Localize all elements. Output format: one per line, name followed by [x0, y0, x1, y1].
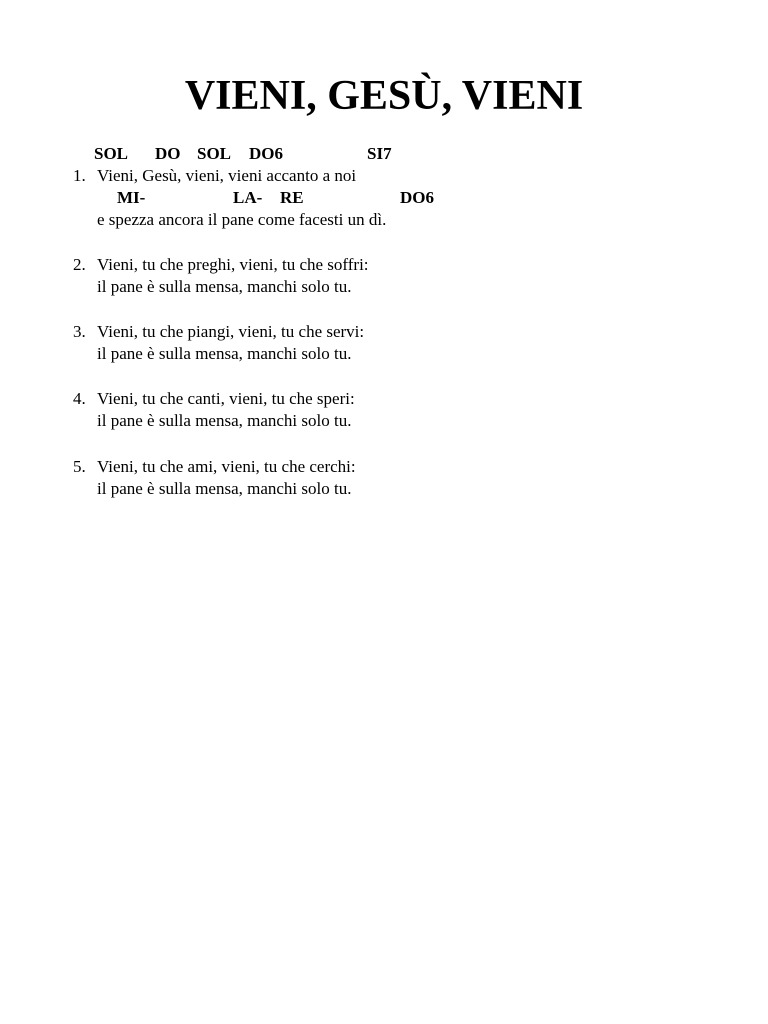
verse-2-line-2: il pane è sulla mensa, manchi solo tu. [97, 277, 352, 296]
verse-5-line-1: Vieni, tu che ami, vieni, tu che cerchi: [97, 457, 356, 476]
chord-re: RE [280, 188, 304, 207]
verse-4-line-1: Vieni, tu che canti, vieni, tu che speri: [97, 389, 355, 408]
chord-si7: SI7 [367, 144, 392, 163]
verse-1-line-1: Vieni, Gesù, vieni, vieni accanto a noi [97, 166, 357, 185]
chord-sol: SOL [94, 144, 129, 163]
verse-3-line-1: Vieni, tu che piangi, vieni, tu che servi: [97, 322, 365, 341]
chord-sol-2: SOL [197, 144, 232, 163]
chord-do: DO [155, 144, 181, 163]
verse-number-5: 5. [73, 457, 86, 476]
chord-la-minor: LA- [233, 188, 263, 207]
chord-mi-minor: MI- [117, 188, 146, 207]
chord-do6-2: DO6 [400, 188, 434, 207]
chord-do6: DO6 [249, 144, 283, 163]
verse-number-4: 4. [73, 389, 86, 408]
verse-2-line-1: Vieni, tu che preghi, vieni, tu che soffri: [97, 255, 369, 274]
verse-3-line-2: il pane è sulla mensa, manchi solo tu. [97, 344, 352, 363]
page-title: VIENI, GESÙ, VIENI [184, 73, 584, 119]
verse-number-2: 2. [73, 255, 86, 274]
verse-4-line-2: il pane è sulla mensa, manchi solo tu. [97, 411, 352, 430]
verse-1-line-2: e spezza ancora il pane come facesti un dì. [97, 210, 387, 229]
verse-number-1: 1. [73, 166, 86, 185]
verse-number-3: 3. [73, 322, 86, 341]
verse-5-line-2: il pane è sulla mensa, manchi solo tu. [97, 479, 352, 498]
